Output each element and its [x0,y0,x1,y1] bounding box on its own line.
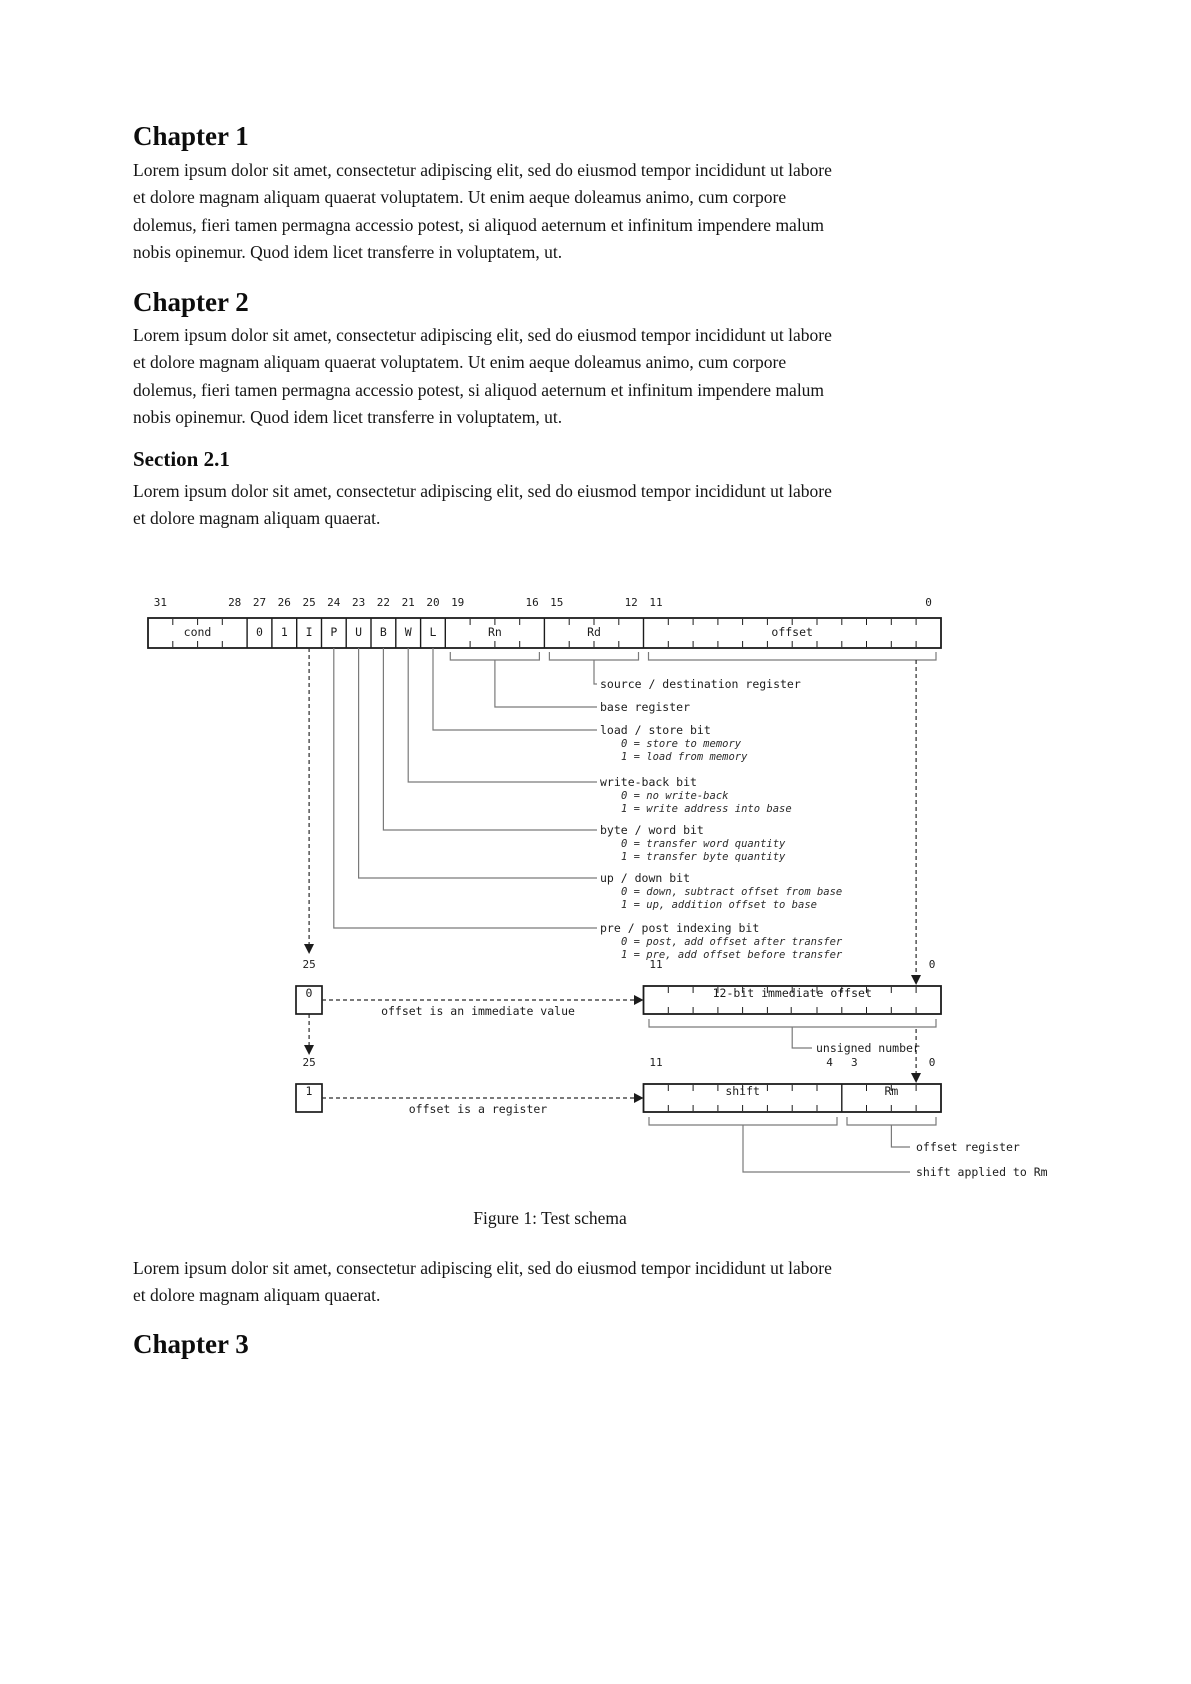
field-label-offset: offset [771,625,813,639]
field-label-b: B [379,625,387,639]
i-bit-value-box: 0 [305,986,313,1000]
annotation-source-destination-register: source / destination register [600,677,801,691]
bit-label: 28 [228,596,242,609]
offset-register-label: offset register [916,1140,1020,1154]
bit-label: 16 [525,596,539,609]
annotation-sublabel: 1 = transfer byte quantity [621,851,786,863]
annotation-up-down-bit: up / down bit [600,871,691,885]
rm-field: Rm [884,1084,899,1098]
annotation-sublabel: 0 = store to memory [621,738,742,750]
paragraph-line: et dolore magnam aliquam quaerat. [133,508,381,529]
annotation-sublabel: 0 = post, add offset after transfer [621,936,843,948]
figure-caption: Figure 1: Test schema [473,1208,627,1228]
immediate-arrow-label: offset is an immediate value [381,1004,575,1018]
chapter-2-heading: Chapter 2 [133,287,249,317]
field-label-l: L [429,625,437,639]
shift-applied-label: shift applied to Rm [916,1165,1048,1179]
bit-label: 24 [327,596,341,609]
bit-label-0: 0 [928,958,936,971]
paragraph-line: et dolore magnam aliquam quaerat voluptatem. Ut enim aeque doleamus animo, cum corpore [133,352,787,373]
bit-label: 21 [401,596,415,609]
field-label-u: U [355,625,363,639]
shift-field: shift [725,1084,760,1098]
annotation-sublabel: 0 = down, subtract offset from base [621,886,843,898]
paragraph-line: et dolore magnam aliquam quaerat voluptatem. Ut enim aeque doleamus animo, cum corpore [133,187,787,208]
field-label-rd: Rd [587,625,601,639]
field-label-cond: cond [183,625,212,639]
immediate-offset-field: 12-bit immediate offset [712,986,872,1000]
unsigned-number-label: unsigned number [816,1041,920,1055]
field-label-w: W [404,625,412,639]
annotation-sublabel: 0 = no write-back [621,790,729,802]
bit-label: 20 [426,596,440,609]
field-label-0: 0 [256,625,263,639]
bit-label: 23 [351,596,366,609]
paragraph-line: et dolore magnam aliquam quaerat. [133,1285,381,1306]
bit-label: 11 [649,596,663,609]
bit-label: 15 [550,596,564,609]
bit-label-11: 11 [649,1056,663,1069]
bit-label: 19 [451,596,465,609]
register-arrow-label: offset is a register [408,1102,548,1116]
bit-label: 27 [252,596,267,609]
bit-label-3: 3 [850,1056,858,1069]
paragraph-line: Lorem ipsum dolor sit amet, consectetur adipiscing elit, sed do eiusmod tempor incididunt ut labore [133,481,832,501]
field-label-p: P [330,625,338,639]
bit-label-11: 11 [649,958,663,971]
bit-label-25: 25 [302,958,316,971]
bit-label: 22 [376,596,391,609]
bit-label: 31 [153,596,168,609]
paragraph-line: dolemus, fieri tamen permagna accessio potest, si aliquod aeternum et infinitum impendere malum [133,214,825,235]
bit-label-25: 25 [302,1056,316,1069]
i-bit-value-box: 1 [305,1084,313,1098]
paragraph-line: Lorem ipsum dolor sit amet, consectetur adipiscing elit, sed do eiusmod tempor incididunt ut labore [133,160,832,180]
chapter-3-heading: Chapter 3 [133,1329,249,1359]
annotation-sublabel: 1 = write address into base [621,803,792,815]
annotation-write-back-bit: write-back bit [600,775,697,789]
annotation-base-register: base register [600,700,691,714]
annotation-sublabel: 1 = load from memory [621,751,748,763]
chapter-1-paragraph [133,157,973,266]
paragraph-line: Lorem ipsum dolor sit amet, consectetur adipiscing elit, sed do eiusmod tempor incididunt ut labore [133,325,832,345]
bit-label: 26 [277,596,291,609]
after-figure-paragraph [133,1255,973,1310]
annotation-pre-post-indexing-bit: pre / post indexing bit [600,921,760,935]
bit-label: 0 [925,596,932,609]
section-2-1-heading: Section 2.1 [133,447,230,471]
bit-label-4: 4 [826,1056,833,1069]
annotation-load-store-bit: load / store bit [600,723,711,737]
field-label-rn: Rn [487,625,502,639]
figure-lines [0,585,1191,1200]
instruction-format-figure [0,585,1191,1200]
chapter-1-heading: Chapter 1 [133,121,249,151]
annotation-byte-word-bit: byte / word bit [600,823,704,837]
bit-label: 25 [302,596,316,609]
annotation-sublabel: 0 = transfer word quantity [621,838,786,850]
section-2-1-paragraph [133,478,973,533]
paragraph-line: nobis opinemur. Quod idem licet transferre in voluptatem, ut. [133,241,563,262]
field-label-1: 1 [280,625,288,639]
paragraph-line: Lorem ipsum dolor sit amet, consectetur adipiscing elit, sed do eiusmod tempor incididunt ut labore [133,1258,832,1278]
chapter-2-paragraph [133,322,973,431]
annotation-sublabel: 1 = up, addition offset to base [621,899,817,911]
annotation-sublabel: 1 = pre, add offset before transfer [621,949,843,961]
bit-label: 12 [624,596,638,609]
paragraph-line: dolemus, fieri tamen permagna accessio potest, si aliquod aeternum et infinitum impendere malum [133,379,825,400]
field-label-i: I [305,625,313,639]
bit-label-0: 0 [928,1056,936,1069]
paragraph-line: nobis opinemur. Quod idem licet transferre in voluptatem, ut. [133,406,563,427]
